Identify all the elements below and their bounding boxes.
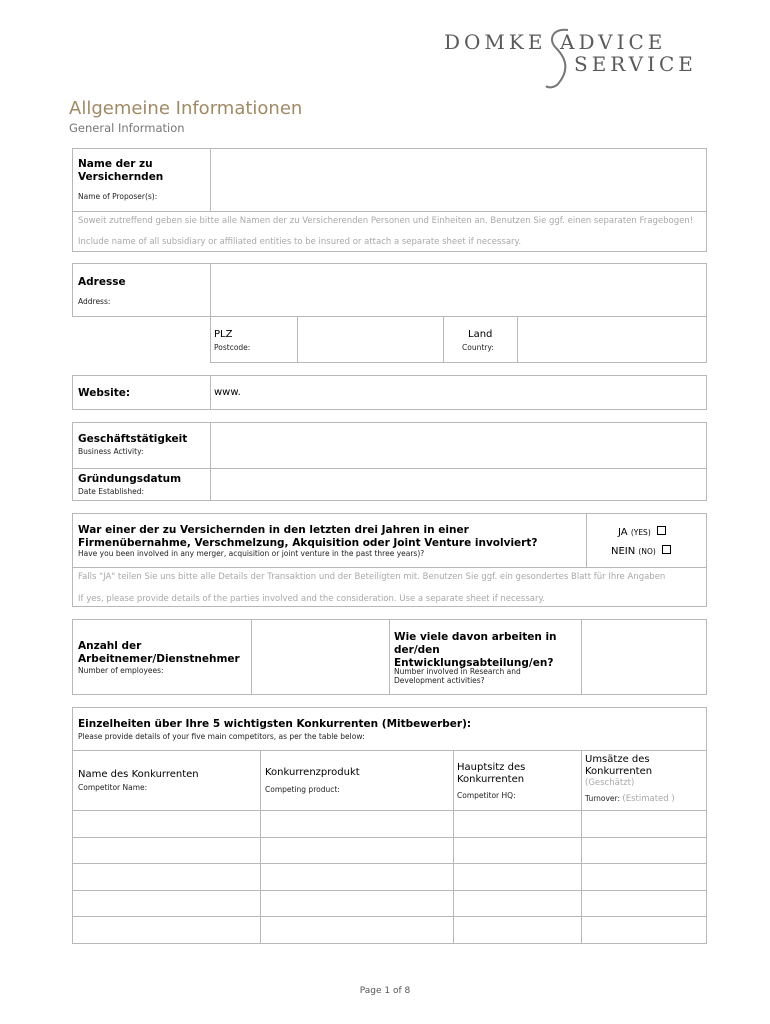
business-sublabel: Business Activity: — [78, 447, 144, 456]
merger-no-option[interactable] — [611, 545, 671, 557]
merger-note-de: Falls "JA" teilen Sie uns bitte alle Details der Transaktion und der Beteiligten mit. Benutzen Sie ggf. ein gesondertes Blatt für Ihre Angaben — [78, 572, 666, 582]
country-sublabel: Country: — [462, 343, 494, 352]
competitor-4-turnover[interactable] — [582, 891, 706, 916]
competitor-3-product[interactable] — [261, 864, 453, 890]
country-field[interactable] — [518, 317, 706, 362]
website-field[interactable]: www. — [214, 387, 241, 398]
competitors-subheading: Please provide details of your five main competitors, as per the table below: — [78, 732, 365, 741]
address-label: Adresse — [78, 276, 126, 288]
competitor-4-name[interactable] — [73, 891, 260, 916]
col-competitor-hq-en: Competitor HQ: — [457, 791, 516, 800]
proposer-name-field[interactable] — [211, 149, 706, 211]
col-turnover-note: (Geschätzt) — [585, 778, 635, 788]
col-competing-product-en: Competing product: — [265, 785, 340, 794]
business-field[interactable] — [211, 423, 706, 468]
competitor-5-name[interactable] — [73, 917, 260, 943]
col-competitor-hq: Hauptsitz des Konkurrenten — [457, 762, 526, 785]
merger-question-en: Have you been involved in any merger, acquisition or joint venture in the past three years)? — [78, 549, 425, 558]
rd-employees-label: Wie viele davon arbeiten in der/den Entwicklungsabteilung/en? — [394, 631, 557, 669]
employees-field[interactable] — [252, 620, 389, 694]
competitor-4-product[interactable] — [261, 891, 453, 916]
established-label: Gründungsdatum — [78, 473, 182, 485]
proposer-sublabel: Name of Proposer(s): — [78, 192, 158, 201]
competitor-1-turnover[interactable] — [582, 811, 706, 837]
yes-checkbox[interactable] — [657, 526, 666, 535]
established-field[interactable] — [211, 469, 706, 500]
employees-label: Anzahl der Arbeitnemer/Dienstnehmer — [78, 640, 240, 665]
postcode-field[interactable] — [298, 317, 443, 362]
competitor-2-turnover[interactable] — [582, 838, 706, 863]
postcode-label: PLZ — [214, 329, 233, 340]
postcode-sublabel: Postcode: — [214, 343, 251, 352]
col-turnover-en-wrap — [585, 794, 675, 804]
competitor-5-turnover[interactable] — [582, 917, 706, 943]
address-sublabel: Address: — [78, 297, 111, 306]
col-turnover-en-note: (Estimated ) — [622, 794, 675, 804]
employees-sublabel: Number of employees: — [78, 666, 164, 675]
competitors-heading: Einzelheiten über Ihre 5 wichtigsten Konkurrenten (Mitbewerber): — [78, 718, 472, 730]
merger-question: War einer der zu Versichernden in den letzten drei Jahren in einer Firmenübernahme, Verschmelzung, Akquisition oder Joint Venture involviert? — [78, 524, 538, 549]
competitor-3-name[interactable] — [73, 864, 260, 890]
address-field[interactable] — [211, 264, 706, 316]
yes-label: JA — [618, 527, 628, 538]
competitor-1-hq[interactable] — [454, 811, 581, 837]
established-sublabel: Date Established: — [78, 487, 144, 496]
merger-note-en: If yes, please provide details of the parties involved and the consideration. Use a separate sheet if necessary. — [78, 594, 545, 604]
page-title: Allgemeine Informationen — [69, 98, 303, 119]
competitor-3-turnover[interactable] — [582, 864, 706, 890]
competitor-5-product[interactable] — [261, 917, 453, 943]
col-competitor-name: Name des Konkurrenten — [78, 769, 199, 780]
proposer-note-de: Soweit zutreffend geben sie bitte alle Namen der zu Versicherenden Personen und Einheiten an. Benutzen Sie ggf. einen separaten Fragebogen! — [78, 216, 694, 226]
competitor-2-name[interactable] — [73, 838, 260, 863]
proposer-label: Name der zu Versichernden — [78, 158, 164, 183]
competitor-1-product[interactable] — [261, 811, 453, 837]
merger-yes-option[interactable] — [618, 526, 666, 538]
page-footer: Page 1 of 8 — [359, 986, 411, 996]
rd-employees-sublabel: Number involved in Research and Development activities? — [394, 667, 521, 685]
no-checkbox[interactable] — [662, 545, 671, 554]
competitor-4-hq[interactable] — [454, 891, 581, 916]
competitor-1-name[interactable] — [73, 811, 260, 837]
page-subtitle: General Information — [69, 121, 185, 135]
competitor-2-hq[interactable] — [454, 838, 581, 863]
logo-text-domke: DOMKE — [444, 30, 547, 54]
company-logo — [440, 26, 705, 90]
business-label: Geschäftstätigkeit — [78, 433, 188, 445]
col-turnover: Umsätze des Konkurrenten — [585, 754, 653, 777]
col-competing-product: Konkurrenzprodukt — [265, 767, 360, 778]
competitor-3-hq[interactable] — [454, 864, 581, 890]
yes-label-en: (YES) — [630, 528, 651, 537]
competitor-5-hq[interactable] — [454, 917, 581, 943]
col-turnover-en: Turnover: — [585, 794, 621, 803]
competitor-2-product[interactable] — [261, 838, 453, 863]
country-label: Land — [468, 329, 493, 340]
no-label: NEIN — [611, 546, 636, 557]
logo-text-service: SERVICE — [574, 52, 697, 76]
no-label-en: (NO) — [638, 547, 656, 556]
col-competitor-name-en: Competitor Name: — [78, 783, 148, 792]
rd-employees-field[interactable] — [582, 620, 706, 694]
website-label: Website: — [78, 387, 131, 399]
logo-text-advice: ADVICE — [560, 30, 667, 54]
proposer-note-en: Include name of all subsidiary or affiliated entities to be insured or attach a separate sheet if necessary. — [78, 237, 522, 247]
